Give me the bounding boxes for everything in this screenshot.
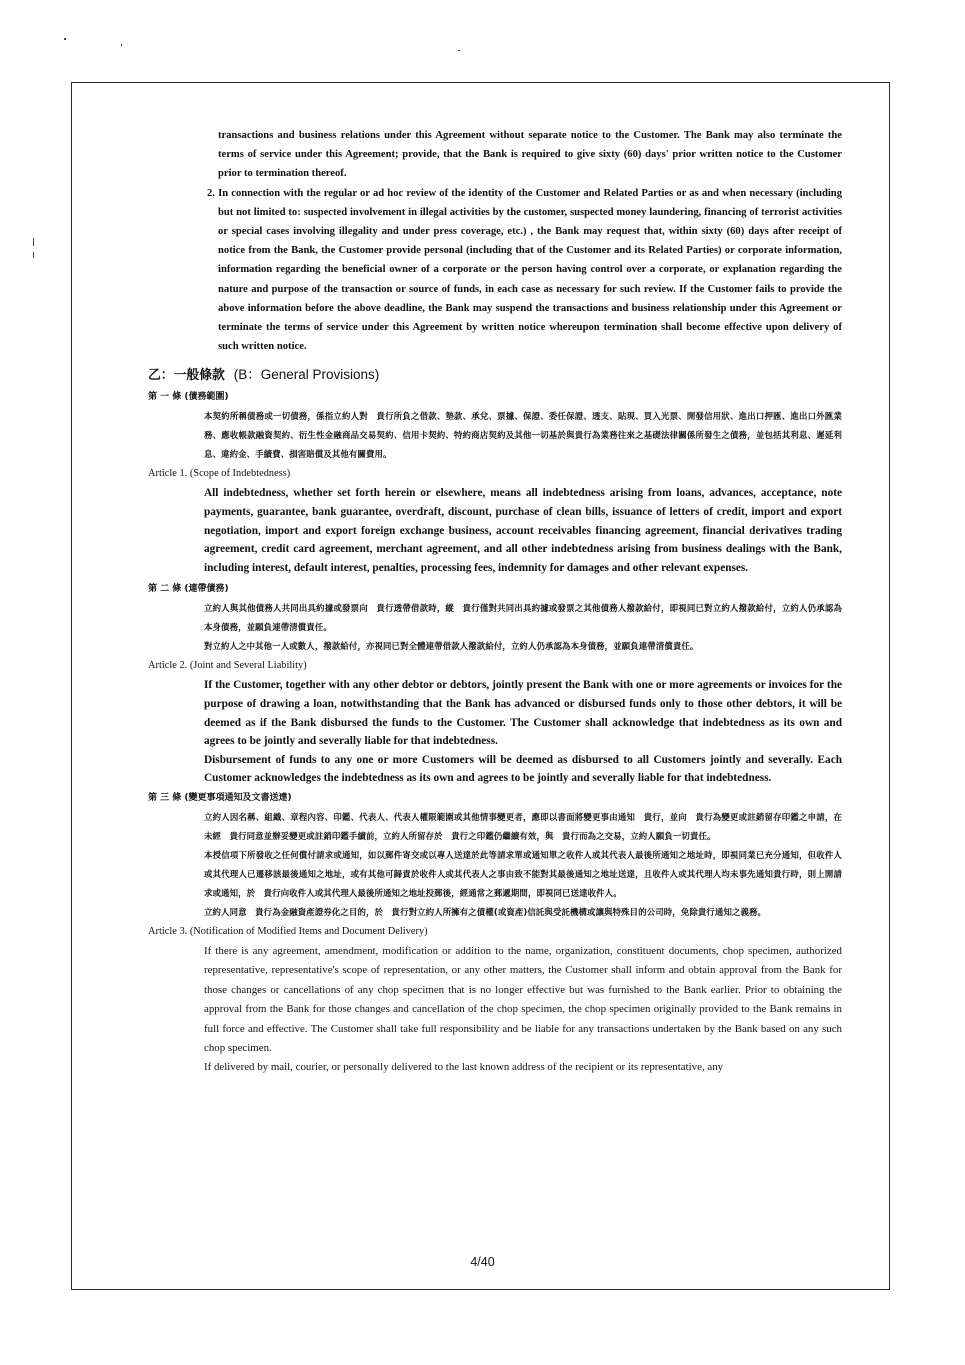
article-3-body-cjk-2: 本授信項下所發收之任何償付請求或通知，如以郵件寄交或以專人送達於此等請求單或通知單之收件人或其代表人最後所通知之地址時，即視同業已充分通知，但收件人或其代理人已遷移該最後通知之地址，或有其他可歸責於收件人或其代表人之事由致不能對其最後通知之地址送達，且收件人或其代理人均未事先通知貴行時，則上開請求或通知，於 貴行向收件人或其代理人最後所通知之地址投郵後，經通常之郵遞期間，即視同已送達收件人。 — [204, 849, 842, 898]
continuation-paragraph: transactions and business relations under this Agreement without separate notice to the Customer. The Bank may also terminate the terms of service under this Agreement; provide, that the Bank is required to give sixty (60) days' prior written notice to the Customer prior to termination thereof. — [218, 130, 842, 180]
scan-speck — [121, 44, 122, 46]
section-b-heading-en: (B：General Provisions) — [233, 367, 380, 383]
article-3-body-en-1: If there is any agreement, amendment, modification or addition to the name, organization, constituent documents, chop specimen, authorized representative, representative's scope of representation, or any other matters, the Customer shall inform and obtain approval from the Bank for those changes or cancellations of any chop specimen that is no longer effective but was furnished to the Bank earlier. Prior to obtaining the approval from the Bank for those changes and cancellation of the chop specimen, the chop specimen originally provided to the Bank remains in full force and effective. The Customer shall take full responsibility and be liable for any transactions undertaken by the Bank based on any such chop specimen. — [204, 944, 842, 1054]
article-1-heading-cjk: 第 一 條 (債務範圍) — [148, 392, 229, 403]
article-3-body-cjk-3: 立約人同意 貴行為金融資產證券化之目的，於 貴行對立約人所擁有之債權(或資產)信託與受託機構或讓與特殊目的公司時，免除貴行通知之義務。 — [204, 906, 767, 917]
scan-speck — [64, 38, 66, 40]
article-3-heading-cjk: 第 三 條 (變更事項通知及文書送達) — [148, 792, 292, 803]
article-1-body-en: All indebtedness, whether set forth herein or elsewhere, means all indebtedness arising from loans, advances, acceptance, note payments, guarantee, bank guarantee, overdraft, discount, purchase of clean bills, issuance of letters of credit, import and export negotiation, import and export foreign exchange business, account receivables financing agreement, financial derivatives trading agreement, credit card agreement, merchant agreement, and all other indebtedness arising from business dealings with the Bank, including interest, default interest, penalties, processing fees, indemnity for damages and other relevant expenses. — [204, 487, 842, 574]
article-3-heading-en: Article 3. (Notification of Modified Items and Document Delivery) — [148, 925, 428, 937]
item-2-paragraph: 2. In connection with the regular or ad hoc review of the identity of the Customer and Related Parties or as and when necessary (including but not limited to: suspected involvement in illegal activities by the customer, suspected money laundering, financing of terrorist activities or special cases involving illegality and under press coverage, etc.) , the Bank may request that, within sixty (60) days after receipt of notice from the Bank, the Customer provide personal (including that of the Customer and its Related Parties) or corporate information, information regarding the beneficial owner of a corporate or the person having control over a corporate, or explanation regarding the nature and purpose of the transaction or source of funds, in each case as necessary for such review. If the Customer fails to provide the above information before the above deadline, the Bank may suspend the transactions and business relationship under this Agreement or terminate the terms of service under this Agreement by written notice whereupon termination shall become effective upon delivery of such written notice. — [207, 187, 842, 353]
article-2-heading-en: Article 2. (Joint and Several Liability) — [148, 660, 307, 672]
article-3-body-cjk-1: 立約人因名稱、組織、章程內容、印鑑、代表人、代表人權限範圍或其他情事變更者，應即以書面將變更事由通知 貴行，並向 貴行為變更或註銷留存印鑑之申請，在未經 貴行同意並辦妥變更或註銷印鑑手續前，立約人所留存於 貴行之印鑑仍繼續有效，與 貴行而為之交易，立約人願負一切責任。 — [204, 811, 842, 841]
article-1-body-cjk: 本契約所稱債務或一切債務，係指立約人對 貴行所負之借款、墊款、承兌、票據、保證、委任保證、透支、貼現、買入光票、開發信用狀、進出口押匯、進出口外匯業務、應收帳款融資契約、衍生性金融商品交易契約、信用卡契約、特約商店契約及其他一切基於與貴行為業務往來之基礎法律關係所發生之債務，並包括其利息、遲延利息、違約金、手續費、損害賠償及其他有關費用。 — [204, 411, 842, 460]
article-2-body-en-2: Disbursement of funds to any one or more Customers will be deemed as disbursed to all Customers jointly and severally. Each Customer acknowledges the indebtedness as its own and agrees to be jointly and severally liable for that indebtedness. — [204, 753, 842, 785]
article-2-heading-cjk: 第 二 條 (連帶債務) — [148, 584, 229, 595]
section-b-heading-cjk: 乙：一般條款 — [148, 368, 225, 384]
article-2-body-en-1: If the Customer, together with any other debtor or debtors, jointly present the Bank with one or more agreements or invoices for the purpose of drawing a loan, notwithstanding that the Bank has advanced or disbursed funds only to those other debtors, it will be deemed as if the Bank disbursed the funds to the Customer. The Customer shall acknowledge that indebtedness as its own and agrees to be jointly and severally liable for that indebtedness. — [204, 679, 842, 748]
scan-speck — [458, 50, 460, 51]
article-2-body-cjk-1: 立約人與其他債務人共同出具約據或發票向 貴行透帶借款時，縱 貴行僅對共同出具約據或發票之其他債務人撥款給付，即視同已對立約人撥款給付，立約人仍承認為本身債務，並願負連帶清償責任。 — [204, 603, 842, 633]
document-body — [148, 126, 842, 1078]
article-1-heading-en: Article 1. (Scope of Indebtedness) — [148, 468, 291, 480]
article-2-body-cjk-2: 對立約人之中其他一人或數人，撥款給付，亦視同已對全體連帶借款人撥款給付，立約人仍承認為本身債務，並願負連帶清償責任。 — [204, 641, 699, 652]
section-b-heading — [148, 364, 842, 387]
page-number: 4/40 — [470, 1255, 495, 1269]
scan-speck — [33, 252, 34, 258]
article-3-body-en-2: If delivered by mail, courier, or personally delivered to the last known address of the recipient or its representative, any — [204, 1061, 724, 1074]
scan-speck — [33, 238, 34, 246]
